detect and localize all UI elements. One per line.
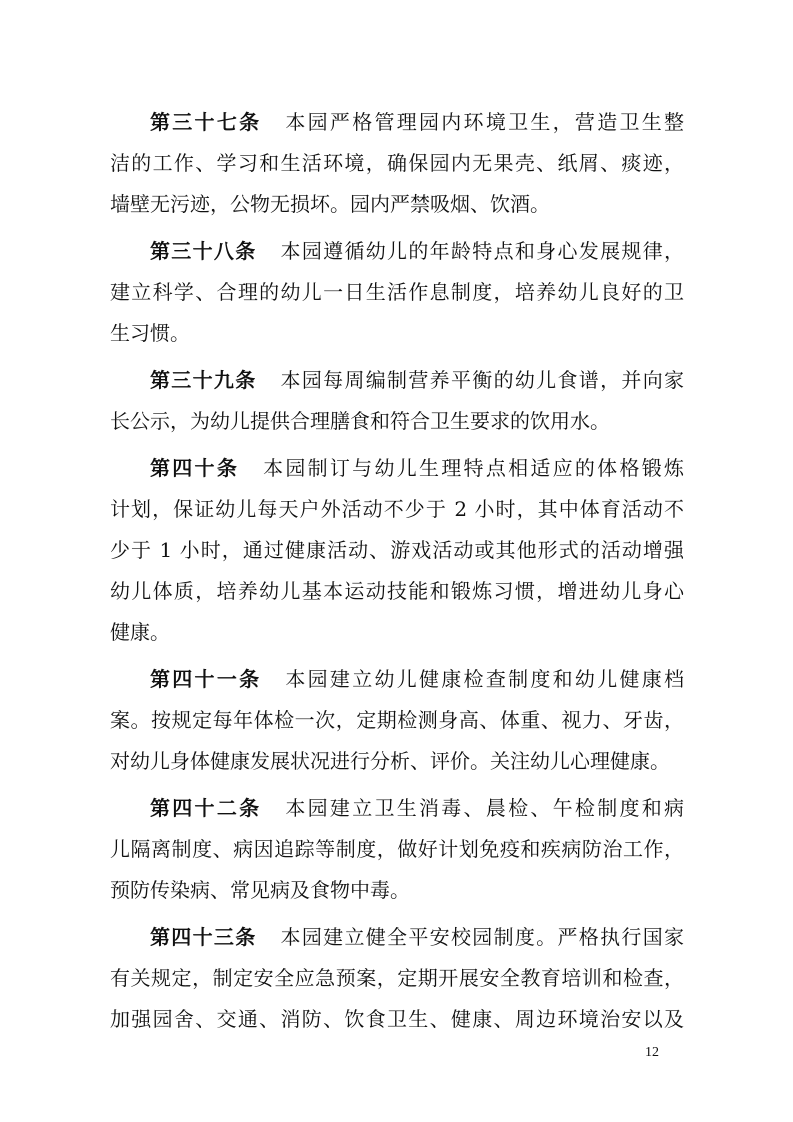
article-text: 加强园舍、交通、消防、饮食卫生、健康、周边环境治安以及: [110, 1007, 684, 1031]
article-line: [110, 143, 684, 184]
article-number: 第四十条: [150, 456, 240, 480]
article-5: [110, 659, 684, 782]
article-text: 有关规定，制定安全应急预案，定期开展安全教育培训和检查，: [110, 966, 684, 990]
article-7: [110, 917, 684, 1040]
article-line: [110, 102, 684, 143]
article-text: 计划，保证幼儿每天户外活动不少于 2 小时，其中体育活动不: [110, 497, 684, 521]
article-line: [110, 313, 684, 354]
article-text: 本园建立卫生消毒、晨检、午检制度和病: [285, 796, 685, 820]
article-text: 少于 1 小时，通过健康活动、游戏活动或其他形式的活动增强: [110, 538, 684, 562]
page-number: 12: [645, 1045, 659, 1060]
article-number: 第三十七条: [150, 110, 262, 134]
article-line: [110, 870, 684, 911]
article-line: [110, 741, 684, 782]
article-number: 第四十二条: [150, 796, 262, 820]
article-text: 预防传染病、常见病及食物中毒。: [110, 878, 410, 902]
article-number: 第三十八条: [150, 239, 257, 263]
article-line: [110, 917, 684, 958]
article-text: 生习惯。: [110, 321, 190, 345]
article-line: [110, 788, 684, 829]
article-2: [110, 231, 684, 354]
article-line: [110, 272, 684, 313]
article-text: 长公示，为幼儿提供合理膳食和符合卫生要求的饮用水。: [110, 409, 610, 433]
article-3: [110, 360, 684, 442]
article-line: [110, 700, 684, 741]
article-number: 第四十一条: [150, 667, 262, 691]
article-number: 第三十九条: [150, 368, 257, 392]
article-line: [110, 401, 684, 442]
article-text: 儿隔离制度、病因追踪等制度，做好计划免疫和疾病防治工作，: [110, 837, 684, 861]
article-text: 本园制订与幼儿生理特点相适应的体格锻炼: [263, 456, 685, 480]
document-body: [110, 102, 684, 1046]
article-text: 建立科学、合理的幼儿一日生活作息制度，培养幼儿良好的卫: [110, 280, 684, 304]
article-text: 本园遵循幼儿的年龄特点和身心发展规律，: [280, 239, 685, 263]
article-line: [110, 612, 684, 653]
article-6: [110, 788, 684, 911]
article-text: 本园每周编制营养平衡的幼儿食谱，并向家: [280, 368, 685, 392]
article-text: 幼儿体质，培养幼儿基本运动技能和锻炼习惯，增进幼儿身心: [110, 579, 684, 603]
article-line: [110, 571, 684, 612]
article-line: [110, 489, 684, 530]
article-line: [110, 999, 684, 1040]
article-text: 本园建立健全平安校园制度。严格执行国家: [280, 925, 685, 949]
article-line: [110, 360, 684, 401]
article-line: [110, 829, 684, 870]
article-text: 对幼儿身体健康发展状况进行分析、评价。关注幼儿心理健康。: [110, 749, 670, 773]
article-line: [110, 659, 684, 700]
article-text: 案。按规定每年体检一次，定期检测身高、体重、视力、牙齿，: [110, 708, 684, 732]
article-line: [110, 184, 684, 225]
article-text: 本园建立幼儿健康检查制度和幼儿健康档: [285, 667, 685, 691]
article-text: 洁的工作、学习和生活环境，确保园内无果壳、纸屑、痰迹，: [110, 151, 684, 175]
article-text: 墙壁无污迹，公物无损坏。园内严禁吸烟、饮酒。: [110, 192, 550, 216]
article-line: [110, 958, 684, 999]
article-number: 第四十三条: [150, 925, 257, 949]
article-text: 健康。: [110, 620, 170, 644]
article-line: [110, 448, 684, 489]
article-line: [110, 231, 684, 272]
article-1: [110, 102, 684, 225]
article-4: [110, 448, 684, 653]
article-line: [110, 530, 684, 571]
article-text: 本园严格管理园内环境卫生，营造卫生整: [285, 110, 685, 134]
